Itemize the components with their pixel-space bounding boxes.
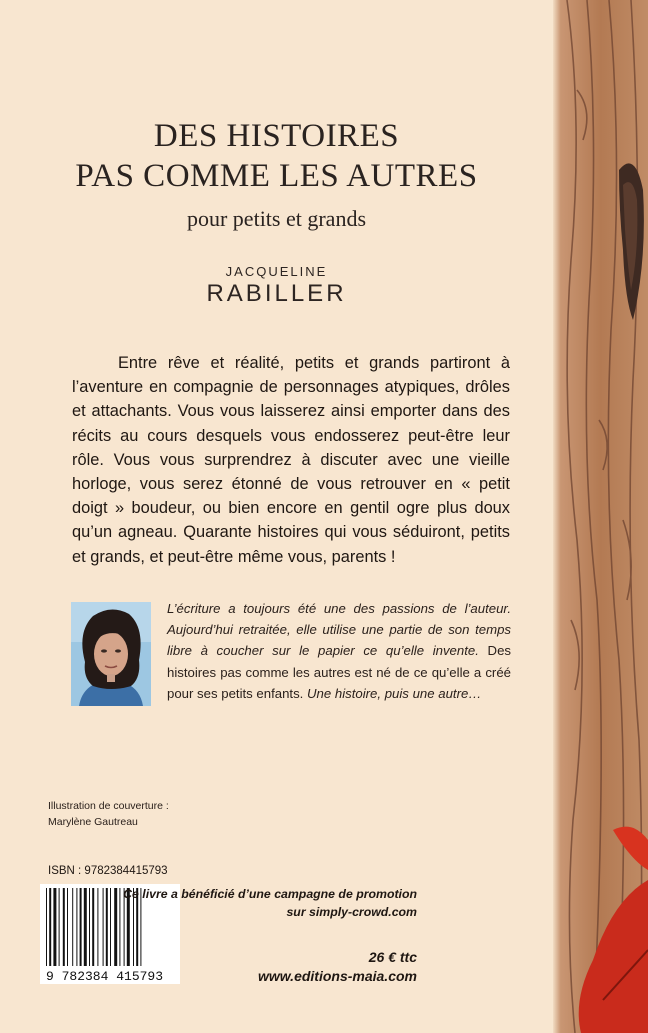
barcode-bar: [67, 888, 68, 966]
author-photo: [71, 602, 151, 706]
barcode-bar: [97, 888, 98, 966]
barcode-bar: [63, 888, 65, 966]
barcode-bar: [89, 888, 90, 966]
barcode-bar: [72, 888, 73, 966]
author-bio: [167, 598, 511, 704]
book-subtitle: pour petits et grands: [186, 206, 367, 231]
cover-artwork-spine: [553, 0, 648, 1033]
illustration-credit-label: Illustration de couverture :: [48, 800, 169, 812]
barcode-bar: [76, 888, 77, 966]
bio-part-1: L’écriture a toujours été une des passions de l’auteur. Aujourd’hui retraitée, elle utilise une partie de son temps libre à coucher sur le papier ce qu’elle invente.: [167, 601, 511, 659]
author-last-name: RABILLER: [206, 280, 347, 307]
illustrator-name: Marylène Gautreau: [48, 816, 138, 828]
promo-line-1: Ce livre a bénéficié d’une campagne de promotion: [123, 887, 417, 901]
barcode-bar: [80, 888, 82, 966]
author-first-name: JACQUELINE: [225, 264, 328, 279]
promo-line-2: sur simply-crowd.com: [286, 905, 417, 919]
barcode-bar: [106, 888, 108, 966]
barcode-bar: [114, 888, 117, 966]
barcode-bar: [103, 888, 104, 966]
barcode-bar: [59, 888, 60, 966]
bio-part-3: Une histoire, puis une autre…: [307, 685, 482, 701]
barcode-bar: [110, 888, 111, 966]
book-title-line-1: DES HISTOIRES: [153, 118, 400, 154]
publisher-website: www.editions-maia.com: [258, 968, 417, 984]
book-title-line-2: PAS COMME LES AUTRES: [75, 158, 478, 194]
blurb-text: Entre rêve et réalité, petits et grands partiront à l’aventure en compagnie de personnages atypiques, drôles et attachants. Vous vous laisserez ainsi emporter dans des récits au cours desquels vous endosserez peut-être leur rôle. Vous vous surprendrez à discuter avec une vieille horloge, vous serez étonné de vous retrouver en « petit doigt » boudeur, ou bien encore en gentil ogre plus doux qu’un agneau. Quarante histoires qui vous séduiront, petits et grands, et peut-être même vous, parents !: [72, 354, 510, 566]
barcode-bar: [119, 888, 120, 966]
barcode-bar: [49, 888, 51, 966]
barcode-digits: 9 782384 415793: [46, 969, 164, 984]
price: 26 € ttc: [368, 949, 417, 965]
barcode-bar: [92, 888, 94, 966]
barcode-bar: [46, 888, 47, 966]
bio-part-2: Des histoires pas comme les autres est né de ce qu’elle a créé pour ses petits enfants.: [167, 643, 511, 701]
barcode-bar: [84, 888, 87, 966]
isbn-label: ISBN : 9782384415793: [48, 865, 168, 877]
barcode-bar: [53, 888, 56, 966]
